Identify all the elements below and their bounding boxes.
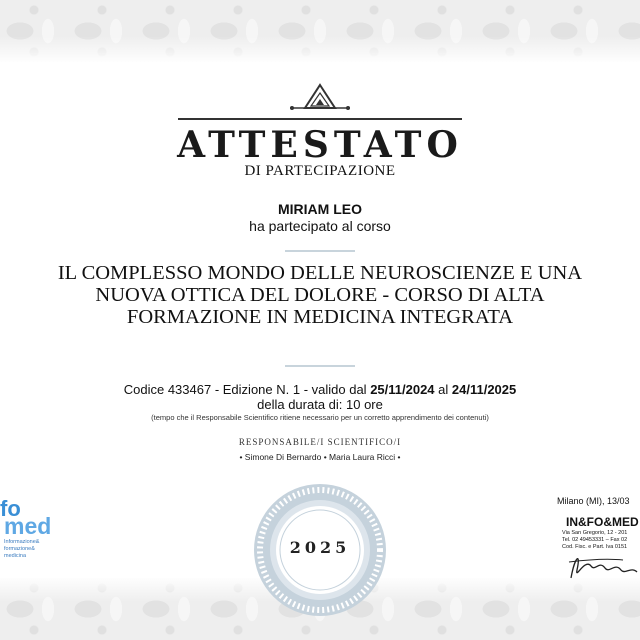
certificate-title: ATTESTATO (177, 124, 463, 166)
signature-icon (565, 548, 640, 584)
separator-line (285, 250, 355, 252)
issuer-address-line: Cod. Fisc. e Part. Iva 0151 (562, 544, 628, 550)
course-title: IL COMPLESSO MONDO DELLE NEUROSCIENZE E UNA NUOVA OTTICA DEL DOLORE - CORSO DI ALTA FORMAZIONE IN MEDICINA INTEGRATA (57, 262, 583, 328)
scientific-responsible-names: • Simone Di Bernardo • Maria Laura Ricci • (239, 452, 401, 462)
infomed-logo-tagline (4, 539, 39, 560)
valid-from-date: 25/11/2024 (370, 382, 435, 397)
valid-to-date: 24/11/2025 (451, 382, 517, 397)
course-code-line (0, 382, 640, 397)
issue-place-date: Milano (MI), 13/03 (557, 496, 630, 506)
issuer-address-line: Tel. 02 49453331 – Fax 02 (562, 537, 628, 543)
infomed-logo-fo: fo (0, 496, 21, 521)
scientific-responsible-label: RESPONSABILE/I SCIENTIFICO/I (238, 437, 402, 447)
duration-note: (tempo che il Responsabile Scientifico ritiene necessario per un corretto apprendimento dei contenuti) (151, 413, 489, 422)
triangle-emblem-icon (288, 82, 352, 116)
seal-year: 2025 (289, 538, 351, 557)
participant-name: MIRIAM LEO (278, 201, 362, 217)
logo-tagline-line: formazione& (4, 546, 35, 552)
title-top-rule (178, 118, 462, 120)
logo-tagline-line: Informazione& (4, 539, 40, 545)
valid-connector: al (434, 382, 452, 397)
separator-line (285, 365, 355, 367)
issuer-address-line: Via San Gregorio, 12 - 201 (562, 530, 628, 536)
course-duration: della durata di: 10 ore (257, 397, 383, 412)
course-code-text: Codice 433467 - Edizione N. 1 - valido dal (123, 382, 371, 397)
certificate-subtitle: DI PARTECIPAZIONE (244, 163, 396, 179)
issuer-org-name: IN&FO&MED (566, 515, 639, 529)
logo-tagline-line: medicina (4, 553, 27, 559)
attended-text: ha partecipato al corso (249, 218, 391, 234)
infomed-logo-med: med (4, 513, 52, 539)
top-border-fade (0, 36, 640, 64)
